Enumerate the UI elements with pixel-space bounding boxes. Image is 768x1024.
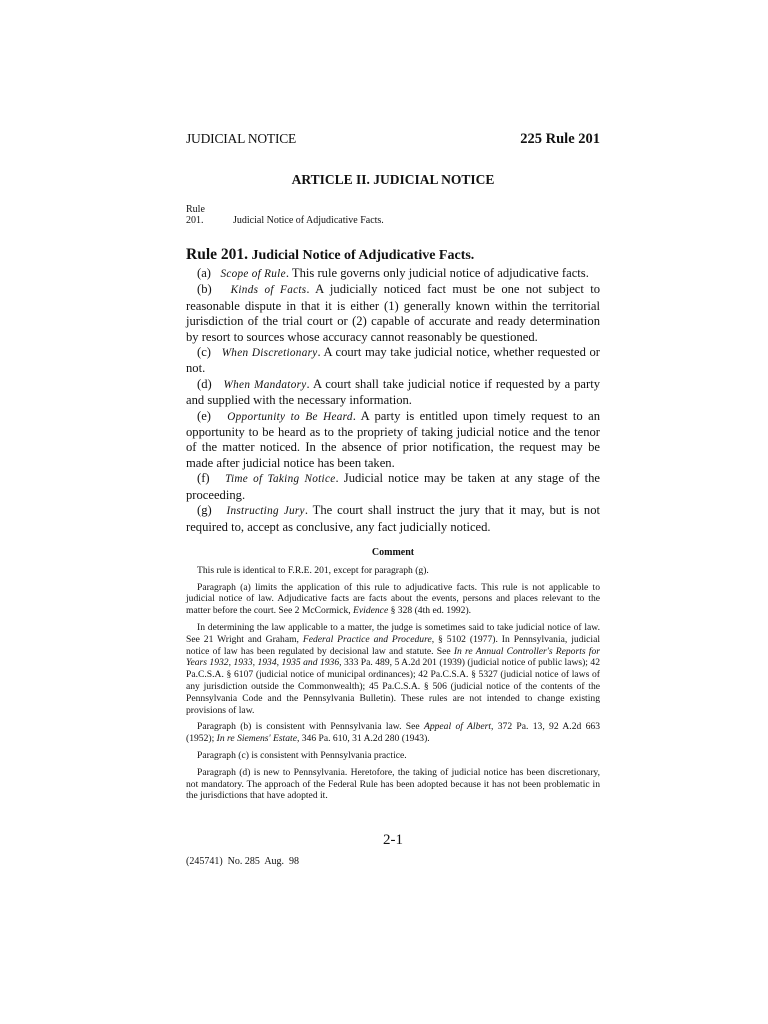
citation-title: In re Siemens' Estate [216, 733, 297, 745]
comment-text: In determining the law applicable to a matter, the judge is sometimes said to take judicial notice of law. See 21 Wright and Graham, [186, 621, 600, 645]
comment-text: , 333 Pa. 489, 5 A.2d 201 (1939) (judicial notice of public laws); 42 Pa.C.S.A. § 6107 (judicial notice of municipal ordinances); 42 Pa.C.S.A. § 5327 (judicial notice of laws of any jurisdiction outside the Commonwealth); 45 Pa.C.S.A. § 506 (judicial notice of the contents of the Pennsylvania Code and the Pennsylvania Bulletin). These rules are not intended to change existing provisions of law. [186, 657, 600, 716]
article-title: ARTICLE II. JUDICIAL NOTICE [291, 172, 495, 187]
rule-paragraph-c [186, 345, 600, 377]
paragraph-label: (b) [197, 282, 212, 297]
header-section-title: JUDICIAL NOTICE [186, 131, 297, 146]
comment-text: § 328 (4th ed. 1992). [388, 605, 472, 617]
comment-text: , § 5102 (1977). In Pennsylvania, judicial notice of law has been regulated by decisional law and statute. See [186, 633, 600, 657]
footer-publication-info: (245741) No. 285 Aug. 98 [186, 856, 300, 867]
comment-paragraph: This rule is identical to F.R.E. 201, except for paragraph (g). [197, 564, 429, 576]
paragraph-text: . The court shall instruct the jury that it may, but is not required to, accept as conclusive, any fact judicially noticed. [186, 503, 601, 534]
comment-text: Paragraph (a) limits the application of this rule to adjudicative facts. This rule is not applicable to judicial notice of law. Adjudicative facts are facts about the events, persons and places relevant to the matter before the court. See 2 McCormick, [186, 581, 600, 617]
comment-text: , 372 Pa. 13, 92 A.2d 663 (1952); [186, 721, 600, 745]
paragraph-label: (f) [197, 471, 210, 486]
running-header [186, 131, 600, 151]
comment-section [186, 547, 600, 807]
citation-title: Appeal of Albert [423, 721, 492, 733]
citation-title: Federal Practice and Procedure [302, 633, 432, 645]
paragraph-text: . A court shall take judicial notice if requested by a party and supplied with the necessary information. [186, 376, 601, 408]
comment-paragraph: Paragraph (c) is consistent with Pennsylvania practice. [197, 749, 407, 761]
rule-paragraph-d [186, 377, 600, 409]
rule-paragraph-e [186, 409, 600, 472]
toc-item-number: 201. [186, 215, 204, 226]
rule-paragraph-a [186, 266, 600, 282]
comment-title: Comment [371, 547, 415, 558]
rule-paragraph-f [186, 471, 600, 503]
toc-item-title: Judicial Notice of Adjudicative Facts. [233, 215, 384, 226]
citation-title: Evidence [353, 605, 389, 617]
citation-title: In re Annual Controller's Reports for Years 1932, 1933, 1934, 1935 and 1936 [186, 645, 600, 669]
header-rule-number: 225 Rule 201 [520, 131, 600, 147]
paragraph-heading: Scope of Rule [220, 268, 286, 280]
rule-number: Rule 201. [186, 246, 248, 263]
comment-paragraph [186, 721, 600, 745]
paragraph-text: . A judicially noticed fact must be one not subject to reasonable dispute in that it is either (1) generally known within the territorial jurisdiction of the trial court or (2) capable of accurate and ready determination by resort to sources whose accuracy cannot reasonably be questioned. [186, 282, 601, 344]
page-number: 2-1 [383, 832, 403, 848]
paragraph-heading: Kinds of Facts [230, 284, 307, 297]
paragraph-label: (e) [197, 408, 211, 423]
paragraph-label: (d) [197, 376, 212, 391]
comment-paragraph [186, 582, 600, 617]
rule-body [186, 266, 600, 535]
paragraph-heading: When Discretionary [221, 347, 318, 360]
paragraph-heading: Opportunity to Be Heard [227, 410, 353, 423]
toc-label: Rule [186, 204, 205, 215]
comment-paragraph: Paragraph (d) is new to Pennsylvania. Heretofore, the taking of judicial notice has been discretionary, not mandatory. The approach of the Federal Rule has been adopted because it has not been problematic in the jurisdictions that have adopted it. [186, 766, 600, 802]
paragraph-heading: When Mandatory [223, 378, 307, 391]
rule-title: Judicial Notice of Adjudicative Facts. [251, 248, 475, 263]
paragraph-text: . A party is entitled upon timely request to an opportunity to be heard as to the propriety of taking judicial notice and the tenor of the matter noticed. In the absence of prior notification, the request may be made after judicial notice has been taken. [186, 408, 600, 470]
rule-paragraph-b [186, 282, 600, 345]
paragraph-label: (g) [197, 503, 212, 518]
comment-text: Paragraph (b) is consistent with Pennsylvania law. See [197, 721, 424, 733]
paragraph-heading: Time of Taking Notice [225, 473, 336, 486]
comment-paragraph [186, 622, 600, 716]
paragraph-label: (c) [197, 345, 211, 360]
rule-heading [186, 246, 474, 264]
paragraph-label: (a) [197, 266, 211, 280]
comment-text: , 346 Pa. 610, 31 A.2d 280 (1943). [296, 733, 430, 745]
paragraph-text: . Judicial notice may be taken at any stage of the proceeding. [186, 471, 600, 502]
rule-paragraph-g [186, 503, 600, 535]
paragraph-text: . A court may take judicial notice, whether requested or not. [186, 345, 600, 376]
paragraph-heading: Instructing Jury [226, 505, 305, 518]
paragraph-text: . This rule governs only judicial notice of adjudicative facts. [285, 266, 589, 280]
